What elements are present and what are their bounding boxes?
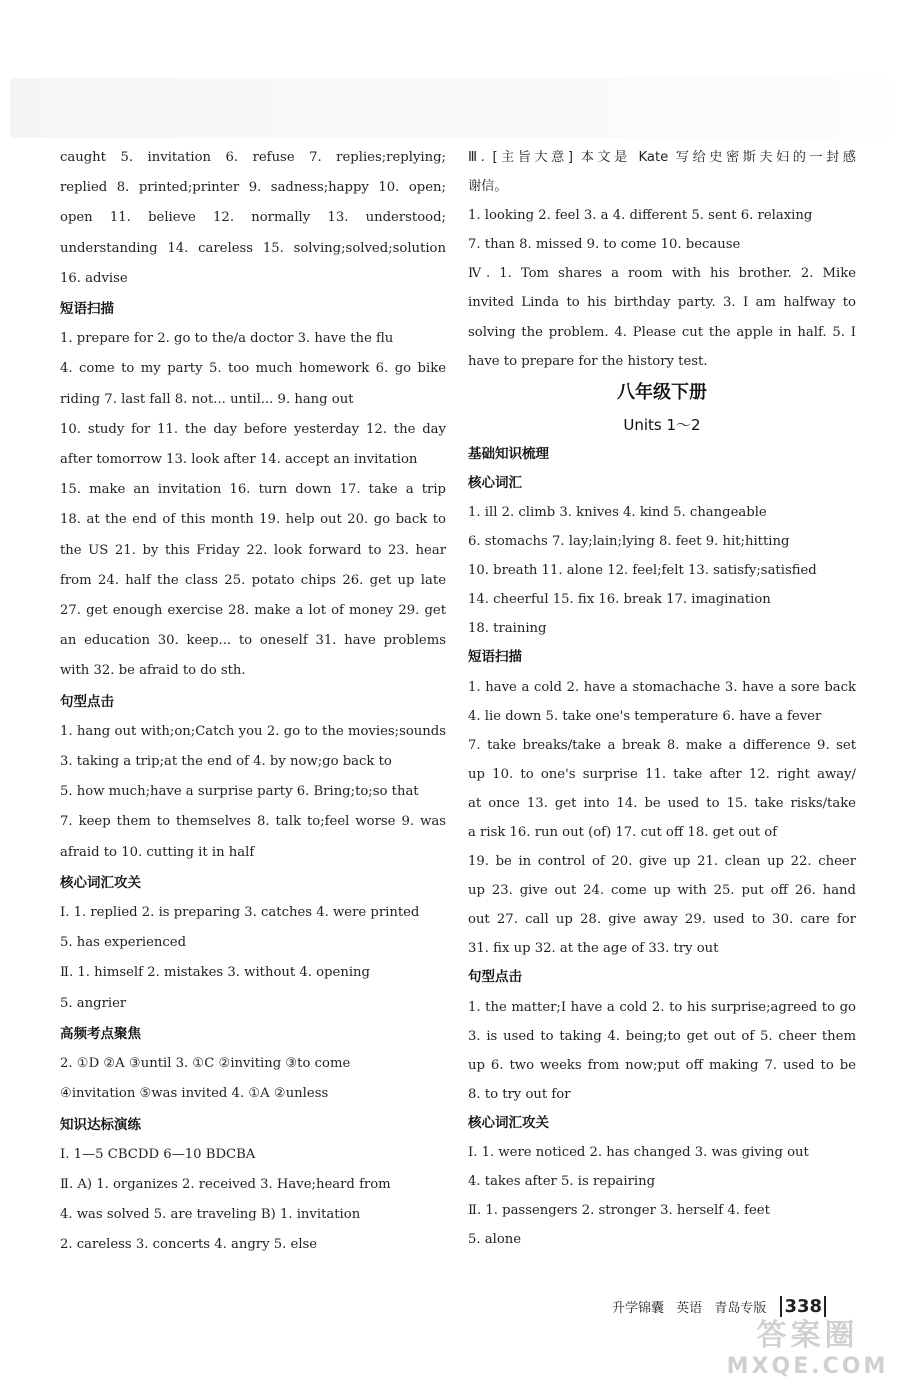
answer-line: Ⅳ. 1. Tom shares a room with his brother. 2. Mike (468, 266, 856, 282)
section-heading: 句型点击 (468, 969, 522, 986)
answer-line: after tomorrow 13. look after 14. accept an invitation (60, 452, 418, 468)
answer-line: 3. taking a trip;at the end of 4. by now;go back to (60, 754, 392, 770)
answer-line: 5. has experienced (60, 935, 187, 951)
answer-line: 14. cheerful 15. fix 16. break 17. imagination (468, 592, 771, 608)
section-heading: 核心词汇攻关 (60, 874, 141, 891)
answer-line: afraid to 10. cutting it in half (60, 844, 255, 860)
answer-line: up 10. to one's surprise 11. take after 12. right away/ (468, 766, 856, 782)
section-heading: 高频考点聚焦 (60, 1025, 141, 1042)
page-footer (612, 1296, 862, 1317)
answer-line: Ⅱ. 1. himself 2. mistakes 3. without 4. opening (60, 965, 370, 981)
answer-line: with 32. be afraid to do sth. (60, 663, 246, 679)
answer-line: 1. prepare for 2. go to the/a doctor 3. have the flu (60, 331, 394, 347)
unit-subtitle: Units 1～2 (623, 415, 701, 434)
answer-line: Ⅱ. 1. passengers 2. stronger 3. herself 4. feet (468, 1203, 770, 1219)
answer-line: invited Linda to his birthday party. 3. I am halfway to (468, 295, 856, 311)
footer-subject: 英语 (676, 1301, 703, 1316)
faded-header-band (10, 78, 890, 138)
answer-line: 5. alone (468, 1232, 522, 1248)
answer-line: solving the problem. 4. Please cut the apple in half. 5. I (468, 324, 856, 340)
answer-line: 6. stomachs 7. lay;lain;lying 8. feet 9. hit;hitting (468, 534, 790, 550)
answer-line: 2. ①D ②A ③until 3. ①C ②inviting ③to come (60, 1056, 351, 1072)
section-heading: 句型点击 (60, 693, 114, 710)
answer-line: 7. than 8. missed 9. to come 10. because (468, 237, 741, 253)
answer-line: 10. study for 11. the day before yesterday 12. the day (60, 421, 446, 437)
answer-line: 8. to try out for (468, 1086, 571, 1102)
answer-line: Ⅱ. A) 1. organizes 2. received 3. Have;heard from (60, 1176, 391, 1192)
answer-line: 1. the matter;I have a cold 2. to his surprise;agreed to go (468, 999, 856, 1015)
answer-line: 1. ill 2. climb 3. knives 4. kind 5. changeable (468, 504, 767, 520)
answer-line: 4. takes after 5. is repairing (468, 1174, 656, 1190)
answer-line: Ⅰ. 1—5 CBCDD 6—10 BDCBA (60, 1146, 256, 1162)
answer-line: 5. angrier (60, 995, 127, 1011)
section-heading: 核心词汇攻关 (468, 1114, 549, 1131)
section-heading: 知识达标演练 (60, 1116, 141, 1133)
answer-line: 4. was solved 5. are traveling B) 1. invitation (60, 1207, 361, 1223)
answer-line: 2. careless 3. concerts 4. angry 5. else (60, 1237, 318, 1253)
answer-line: an education 30. keep... to oneself 31. have problems (60, 633, 446, 649)
answer-line: replied 8. printed;printer 9. sadness;happy 10. open; (60, 180, 446, 196)
answer-line: Ⅰ. 1. were noticed 2. has changed 3. was giving out (468, 1145, 809, 1160)
answer-line: ④invitation ⑤was invited 4. ①A ②unless (60, 1086, 329, 1102)
section-heading: 短语扫描 (60, 301, 114, 318)
answer-line: 31. fix up 32. at the age of 33. try out (468, 941, 719, 957)
section-heading: 短语扫描 (468, 649, 522, 666)
answer-line: up 23. give out 24. come up with 25. put off 26. hand (468, 883, 856, 899)
answer-line: a risk 16. run out (of) 17. cut off 18. get out of (468, 824, 778, 840)
answer-line: up 6. two weeks from now;put off making 7. used to be (468, 1057, 856, 1073)
answer-line: 19. be in control of 20. give up 21. clean up 22. cheer (468, 854, 856, 870)
watermark-url: MXQE.COM (726, 1354, 889, 1379)
answer-line: 5. how much;have a surprise party 6. Bring;to;so that (60, 784, 419, 800)
answer-line: 10. breath 11. alone 12. feel;felt 13. satisfy;satisfied (468, 563, 817, 579)
answer-line: 1. looking 2. feel 3. a 4. different 5. sent 6. relaxing (468, 208, 813, 224)
answer-line: 27. get enough exercise 28. make a lot of money 29. get (60, 603, 446, 619)
answer-line: caught 5. invitation 6. refuse 7. replies;replying; (60, 150, 446, 165)
answer-line: 1. have a cold 2. have a stomachache 3. have a sore back (468, 679, 856, 695)
answer-line: open 11. believe 12. normally 13. understood; (60, 210, 446, 226)
watermark-logo (720, 1318, 895, 1388)
answer-line: 18. training (468, 621, 547, 637)
answer-line: 4. lie down 5. take one's temperature 6. have a fever (468, 708, 822, 724)
book-section-title: 八年级下册 (617, 381, 707, 403)
answer-line: the US 21. by this Friday 22. look forward to 23. hear (60, 542, 446, 558)
answer-line: 16. advise (60, 270, 128, 286)
answer-line: 4. come to my party 5. too much homework 6. go bike (60, 361, 446, 377)
answer-line: 谢信。 (468, 179, 508, 195)
answer-line: understanding 14. careless 15. solving;solved;solution (60, 240, 446, 256)
answer-line: out 27. call up 28. give away 29. used to 30. care for (468, 912, 856, 928)
answer-line: 1. hang out with;on;Catch you 2. go to the movies;sounds (60, 723, 446, 739)
answer-line: 7. keep them to themselves 8. talk to;feel worse 9. was (60, 814, 446, 830)
section-heading: 基础知识梳理 (468, 445, 549, 462)
answer-line: have to prepare for the history test. (468, 353, 708, 369)
answer-line: 7. take breaks/take a break 8. make a difference 9. set (468, 737, 856, 753)
answer-line: riding 7. last fall 8. not... until... 9. hang out (60, 391, 354, 407)
page-number: 338 (780, 1296, 826, 1317)
answer-line: from 24. half the class 25. potato chips 26. get up late (60, 572, 446, 588)
answer-line: Ⅰ. 1. replied 2. is preparing 3. catches 4. were printed (60, 905, 420, 921)
section-heading: 核心词汇 (468, 474, 522, 491)
footer-book-title: 升学锦囊 (612, 1301, 665, 1316)
answer-line: Ⅲ. [主旨大意] 本文是 Kate 写给史密斯夫妇的一封感 (468, 150, 856, 165)
answer-line: 3. is used to taking 4. being;to get out of 5. cheer them (468, 1028, 856, 1044)
left-column (60, 143, 446, 1261)
answer-line: at once 13. get into 14. be used to 15. take risks/take (468, 795, 856, 811)
answer-line: 18. at the end of this month 19. help out 20. go back to (60, 512, 446, 528)
watermark-text: 答案圈 (756, 1318, 859, 1353)
right-column (468, 143, 856, 1254)
answer-line: 15. make an invitation 16. turn down 17. take a trip (60, 482, 446, 498)
footer-edition: 青岛专版 (714, 1301, 767, 1316)
